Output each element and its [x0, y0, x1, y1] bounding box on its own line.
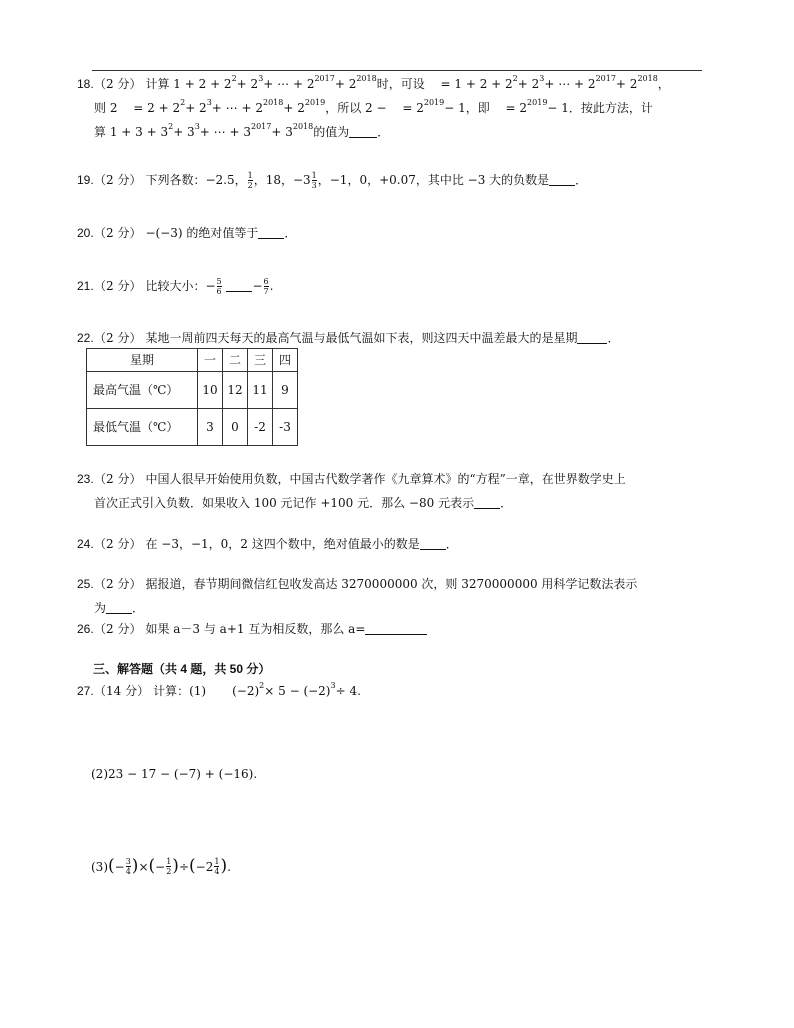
paren: ) [220, 856, 228, 876]
text: 为 [94, 601, 107, 615]
text: ． [377, 125, 390, 139]
score-mark: （2 分） [94, 77, 142, 91]
table-cell: 10 [198, 372, 223, 409]
paren: ) [131, 856, 139, 876]
denominator: 2 [247, 180, 253, 190]
math: 1 + 2 + 2 [173, 77, 232, 91]
exp: 2018 [637, 74, 658, 83]
row-label: 最高气温（℃） [87, 372, 198, 409]
answer-blank[interactable] [258, 227, 284, 239]
numerator: 1 [247, 170, 253, 180]
exp: 2017 [314, 74, 335, 83]
exp: 2 [231, 74, 237, 83]
denominator: 7 [263, 286, 269, 296]
text: ． [575, 173, 588, 187]
question-number: 23. [77, 472, 94, 486]
text: + 2 [185, 101, 207, 115]
table-cell: -3 [273, 409, 298, 446]
question-27 [77, 679, 707, 703]
table-header-cell: 一 [198, 349, 223, 372]
text: ． [445, 537, 458, 551]
question-20 [77, 221, 707, 245]
exp: 3 [539, 74, 545, 83]
text: 下列各数：−2.5， [145, 173, 247, 187]
numerator: 1 [166, 857, 172, 866]
fraction [248, 171, 253, 190]
text: (3) [91, 859, 108, 874]
exp: 2018 [262, 98, 284, 107]
math: (−2) [232, 684, 260, 698]
table-cell: -2 [248, 409, 273, 446]
question-22 [77, 326, 707, 350]
exp: 2 [168, 122, 174, 131]
exp: 2 [512, 74, 518, 83]
text: −2 [195, 859, 214, 874]
fraction [264, 277, 269, 296]
fraction [126, 857, 131, 876]
text: 比较大小：− [145, 279, 216, 293]
score-mark: （2 分） [94, 173, 142, 187]
exp: 2017 [595, 74, 616, 83]
score-mark: （2 分） [94, 577, 142, 591]
text: ，所以 2 − = 2 [325, 101, 424, 115]
fraction [166, 857, 171, 876]
question-26 [77, 617, 707, 641]
text: 则 2 = 2 + 2 [94, 101, 181, 115]
score-mark: （2 分） [94, 472, 142, 486]
text: 如果 a－3 与 a+1 互为相反数，那么 a= [145, 622, 366, 636]
denominator: 4 [125, 867, 131, 876]
question-number: 25. [77, 577, 94, 591]
text: −(−3) 的绝对值等于 [145, 226, 259, 240]
question-number: 20. [77, 226, 94, 240]
score-mark: （2 分） [94, 279, 142, 293]
exp: 2 [259, 681, 265, 690]
exp: 3 [330, 681, 336, 690]
text: . [269, 279, 274, 293]
text: 首次正式引入负数．如果收入 100 元记作 +100 元．那么 −80 元表示 [94, 496, 475, 510]
answer-blank[interactable] [474, 497, 500, 509]
text: 计算 [145, 77, 170, 91]
text: 某地一周前四天每天的最高气温与最低气温如下表，则这四天中温差最大的是星期 [145, 331, 578, 345]
question-18 [77, 72, 707, 144]
score-mark: （2 分） [94, 331, 142, 345]
table-row [87, 409, 298, 446]
text: + ⋯ + 2 [211, 101, 263, 115]
score-mark: （2 分） [94, 537, 142, 551]
numerator: 1 [311, 170, 317, 180]
table-header-row [87, 349, 298, 372]
temperature-table [86, 348, 298, 446]
text: ，18，−3 [253, 173, 311, 187]
score-mark: （2 分） [94, 622, 142, 636]
math: + ⋯ + 2 [263, 77, 315, 91]
text: ． [132, 601, 145, 615]
denominator: 3 [311, 180, 317, 190]
text: − [252, 279, 263, 293]
denominator: 2 [166, 867, 172, 876]
text: ． [284, 226, 297, 240]
text: + ⋯ + 3 [199, 125, 251, 139]
score-mark: （14 分） [94, 684, 150, 698]
answer-blank[interactable] [549, 174, 575, 186]
math: + 2 [334, 77, 357, 91]
header-rule [92, 70, 702, 71]
question-19 [77, 166, 707, 194]
table-header-cell: 星期 [87, 349, 198, 372]
text: 时，可设 = 1 + 2 + 2 [376, 77, 513, 91]
math: + 2 [236, 77, 259, 91]
section-title: 三、解答题（共 4 题，共 50 分） [93, 662, 271, 676]
exp: 2018 [292, 122, 314, 131]
denominator: 4 [214, 867, 220, 876]
exp: 2019 [304, 98, 326, 107]
fraction [214, 857, 219, 876]
text: ． [607, 331, 620, 345]
exp: 2 [180, 98, 186, 107]
numerator: 3 [125, 857, 131, 866]
numerator: 1 [214, 857, 220, 866]
question-number: 26. [77, 622, 94, 636]
question-number: 18. [77, 77, 94, 91]
answer-blank[interactable] [349, 126, 377, 138]
sub-question-3 [91, 857, 231, 876]
question-25 [77, 572, 707, 620]
numerator: 6 [263, 276, 269, 286]
table-row [87, 372, 298, 409]
paren: ) [172, 856, 179, 876]
exp: 2017 [250, 122, 272, 131]
table-header-cell: 四 [273, 349, 298, 372]
text: + 2 [283, 101, 305, 115]
exp: 2019 [527, 98, 548, 107]
text: + 3 [173, 125, 195, 139]
text: + 3 [271, 125, 293, 139]
text: 的值为 [313, 125, 350, 139]
exp: 3 [258, 74, 264, 83]
math: + 2 [517, 77, 540, 91]
question-number: 22. [77, 331, 94, 345]
answer-blank[interactable] [420, 538, 446, 550]
text: − [114, 859, 125, 874]
text: 中国人很早开始使用负数，中国古代数学著作《九章算术》的“方程”一章，在世界数学史上 [145, 472, 626, 486]
exp: 2019 [423, 98, 445, 107]
text: ，−1，0，+0.07，其中比 −3 大的负数是 [317, 173, 550, 187]
answer-blank[interactable] [577, 332, 607, 344]
text: − 1．按此方法，计 [547, 101, 653, 115]
text: − [155, 859, 166, 874]
text: . [227, 859, 231, 874]
fraction [312, 171, 317, 190]
numerator: 5 [216, 276, 222, 286]
answer-blank[interactable] [106, 602, 132, 614]
exp: 3 [206, 98, 212, 107]
math: ÷ 4. [335, 684, 361, 698]
exp: 3 [194, 122, 200, 131]
row-label: 最低气温（℃） [87, 409, 198, 446]
table-header-cell: 三 [248, 349, 273, 372]
text: ÷ [178, 859, 189, 874]
question-21 [77, 272, 707, 300]
text: 计算：(1) [153, 684, 207, 698]
question-number: 21. [77, 279, 94, 293]
question-number: 27. [77, 684, 94, 698]
text: 据报道，春节期间微信红包收发高达 3270000000 次，则 3270000000 用科学记数法表示 [145, 577, 638, 591]
table-cell: 0 [223, 409, 248, 446]
score-mark: （2 分） [94, 226, 142, 240]
text: − 1，即 = 2 [444, 101, 528, 115]
denominator: 6 [216, 286, 222, 296]
text: ． [500, 496, 513, 510]
math: + ⋯ + 2 [544, 77, 596, 91]
text: 在 −3，−1，0，2 这四个数中，绝对值最小的数是 [145, 537, 420, 551]
table-cell: 3 [198, 409, 223, 446]
paren: ( [148, 856, 156, 876]
table-cell: 12 [223, 372, 248, 409]
fraction [217, 277, 222, 296]
table-header-cell: 二 [223, 349, 248, 372]
answer-blank[interactable] [365, 623, 427, 635]
text: ， [657, 77, 670, 91]
text: × [138, 859, 149, 874]
table-cell: 9 [273, 372, 298, 409]
paren: ( [189, 856, 196, 876]
math: + 2 [615, 77, 638, 91]
text: 算 1 + 3 + 3 [94, 125, 169, 139]
math: (2)23 − 17 − (−7) + (−16). [91, 767, 258, 781]
question-number: 24. [77, 537, 94, 551]
exp: 2018 [356, 74, 377, 83]
answer-blank[interactable] [226, 280, 252, 292]
question-24 [77, 532, 707, 556]
question-23 [77, 467, 707, 515]
paren: ( [108, 856, 115, 876]
sub-question-2 [91, 768, 257, 780]
question-number: 19. [77, 173, 94, 187]
math: × 5 − (−2) [264, 684, 331, 698]
table-cell: 11 [248, 372, 273, 409]
